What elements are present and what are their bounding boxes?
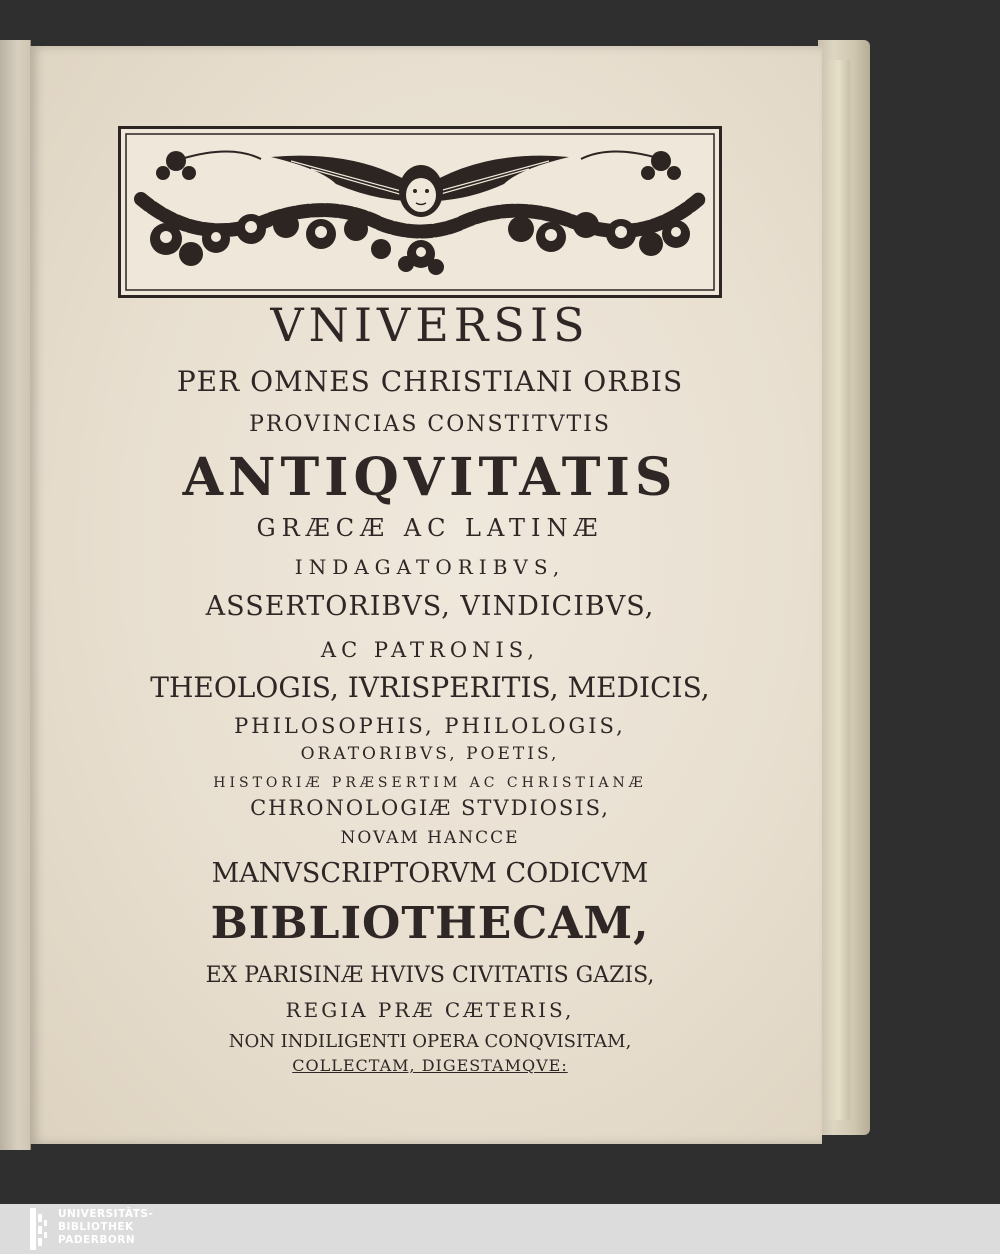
title-line-bibliothecam: BIBLIOTHECAM,	[210, 898, 650, 949]
page-stack-edge	[828, 60, 850, 1120]
title-line-chronologiae: CHRONOLOGIÆ STVDIOSIS,	[250, 796, 610, 820]
title-line-novam: NOVAM HANCCE	[340, 828, 520, 848]
title-line-provincias: PROVINCIAS CONSTITVTIS	[249, 412, 611, 437]
logo-line-1: UNIVERSITÄTS-	[58, 1208, 154, 1220]
library-logo-text	[58, 1208, 153, 1247]
title-line-per-omnes: PER OMNES CHRISTIANI ORBIS	[176, 365, 684, 398]
library-logo-icon	[30, 1208, 48, 1250]
title-line-graecae: GRÆCÆ AC LATINÆ	[256, 514, 604, 542]
title-line-antiquitatis: ANTIQVITATIS	[182, 447, 678, 508]
title-line-oratoribus: ORATORIBVS, POETIS,	[300, 744, 560, 764]
title-line-ex-parisinae: EX PARISINÆ HVIVS CIVITATIS GAZIS,	[205, 963, 655, 988]
title-line-theologis: THEOLOGIS, IVRISPERITIS, MEDICIS,	[150, 671, 710, 704]
logo-line-2: BIBLIOTHEK	[58, 1221, 134, 1233]
title-line-universis: VNIVERSIS	[270, 298, 590, 352]
woodcut-ornament	[118, 126, 722, 298]
title-line-ac-patronis: AC PATRONIS,	[320, 638, 540, 662]
logo-line-3: PADERBORN	[58, 1234, 136, 1246]
title-line-philosophis: PHILOSOPHIS, PHILOLOGIS,	[234, 714, 626, 738]
title-line-indagatoribus: INDAGATORIBVS,	[294, 555, 566, 579]
title-line-collectam: COLLECTAM, DIGESTAMQVE:	[292, 1056, 568, 1075]
title-line-manuscriptorum: MANVSCRIPTORVM CODICVM	[211, 858, 649, 889]
title-line-regia: REGIA PRÆ CÆTERIS,	[285, 998, 575, 1022]
left-page-edge	[0, 40, 31, 1150]
title-line-non-indiligenti: NON INDILIGENTI OPERA CONQVISITAM,	[228, 1031, 632, 1052]
title-line-historiae: HISTORIÆ PRÆSERTIM AC CHRISTIANÆ	[213, 775, 647, 791]
title-line-assertoribus: ASSERTORIBVS, VINDICIBVS,	[205, 591, 655, 622]
